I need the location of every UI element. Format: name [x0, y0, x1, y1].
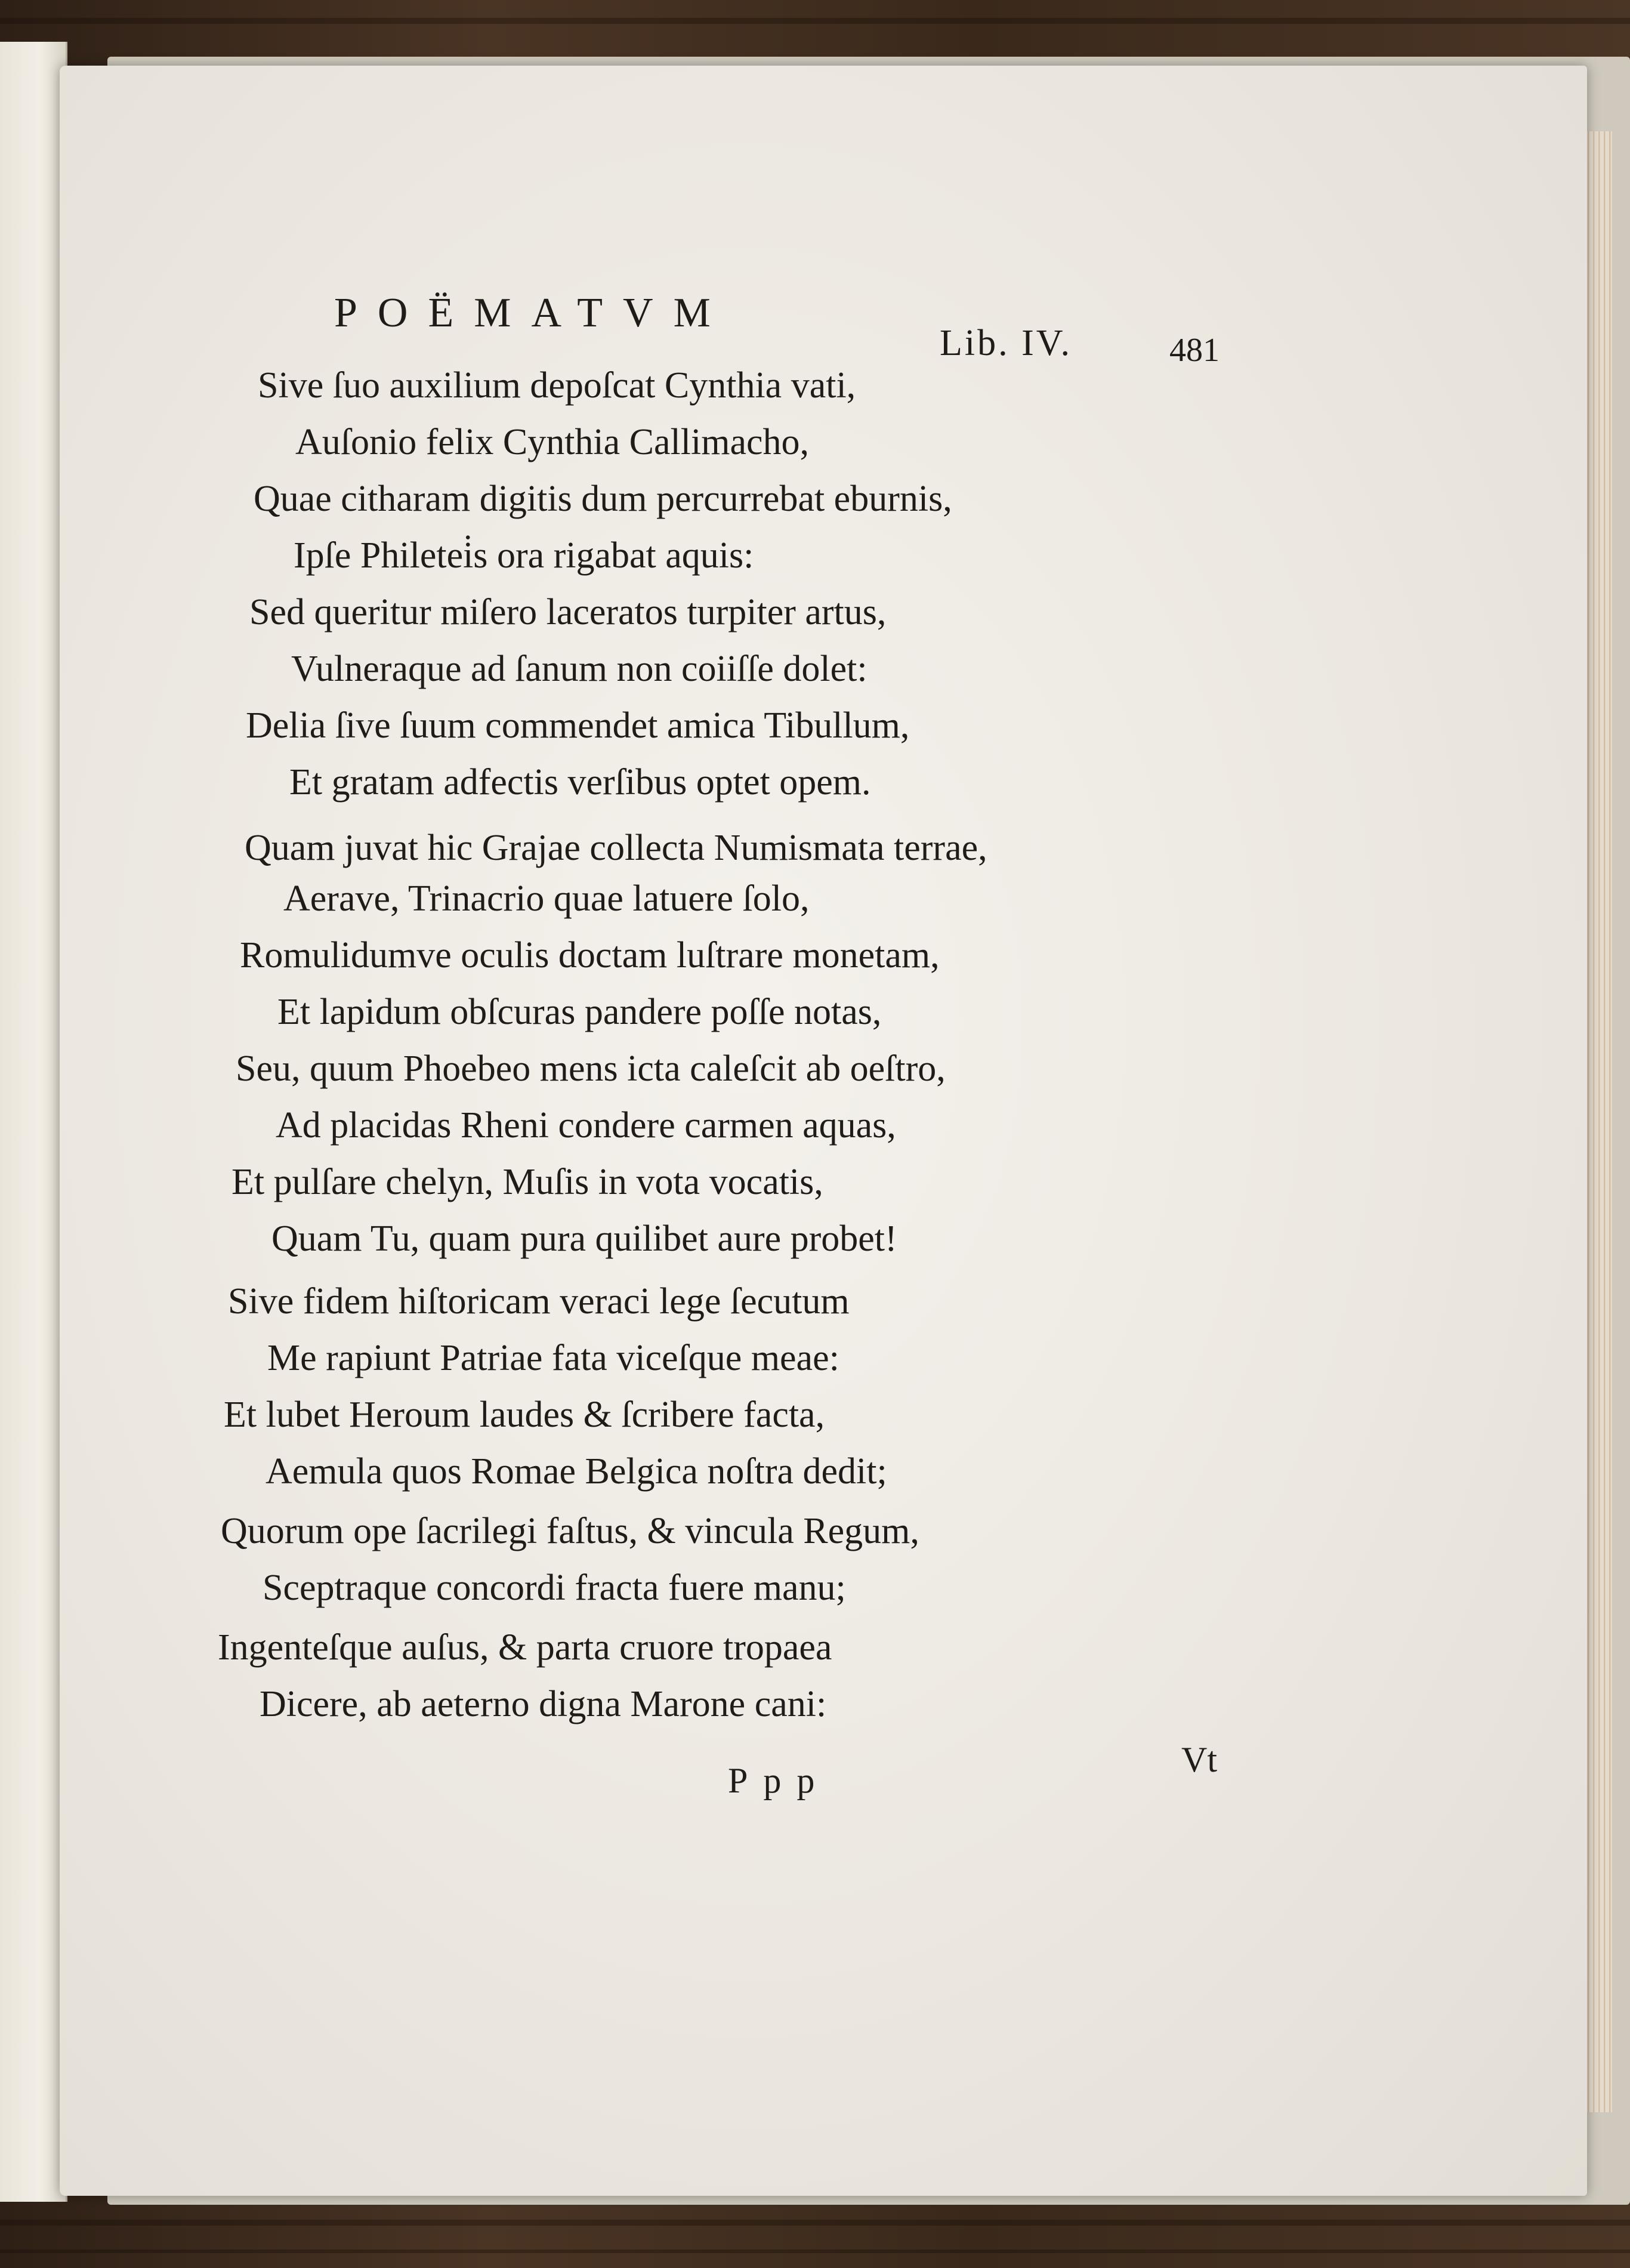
signature-mark: Ppp [728, 1761, 831, 1800]
running-title: POËMATVM [334, 290, 731, 336]
verse-line: Delia ſive ſuum commendet amica Tibullum, [246, 705, 910, 746]
verse-line: Seu, quum Phoebeo mens icta caleſcit ab oeſtro, [236, 1048, 946, 1089]
page-number: 481 [1169, 332, 1220, 369]
verse-line: Aemula quos Romae Belgica noſtra dedit; [266, 1451, 887, 1492]
verse-line: Et pulſare chelyn, Muſis in vota vocatis, [231, 1162, 823, 1202]
verse-line: Quam Tu, quam pura quilibet aure probet! [271, 1218, 897, 1259]
verse-line: Ad placidas Rheni condere carmen aquas, [276, 1105, 896, 1146]
verse-line: Auſonio felix Cynthia Callimacho, [295, 422, 809, 462]
verse-line: Sed queritur miſero laceratos turpiter artus, [249, 592, 887, 632]
verse-line: Et lapidum obſcuras pandere poſſe notas, [277, 992, 882, 1032]
verse-line: Ipſe Philetei̇s ora rigabat aquis: [294, 535, 754, 576]
verse-line: Sceptraque concordi fracta fuere manu; [263, 1567, 846, 1608]
verse-line: Quam juvat hic Grajae collecta Numismata terrae, [245, 828, 987, 868]
verse-line: Et gratam adfectis verſibus optet opem. [289, 762, 871, 803]
verse-line: Ingenteſque auſus, & parta cruore tropaea [218, 1627, 832, 1668]
verse-line: Aerave, Trinacrio quae latuere ſolo, [283, 878, 810, 919]
verse-line: Vulneraque ad ſanum non coiiſſe dolet: [291, 649, 868, 689]
verse-line: Romulidumve oculis doctam luſtrare monetam, [240, 935, 940, 976]
catchword: Vt [1181, 1740, 1217, 1779]
verse-line: Dicere, ab aeterno digna Marone cani: [260, 1684, 827, 1724]
verse-line: Sive fidem hiſtoricam veraci lege ſecutum [228, 1281, 850, 1322]
verse-line: Quorum ope ſacrilegi faſtus, & vincula Regum, [221, 1511, 919, 1551]
running-book-number: Lib. IV. [940, 323, 1073, 363]
verse-line: Et lubet Heroum laudes & ſcribere facta, [224, 1394, 825, 1435]
verse-line: Me rapiunt Patriae fata viceſque meae: [267, 1338, 839, 1378]
verse-line: Quae citharam digitis dum percurrebat eburnis, [254, 479, 952, 519]
verse-line: Sive ſuo auxilium depoſcat Cynthia vati, [258, 365, 856, 406]
